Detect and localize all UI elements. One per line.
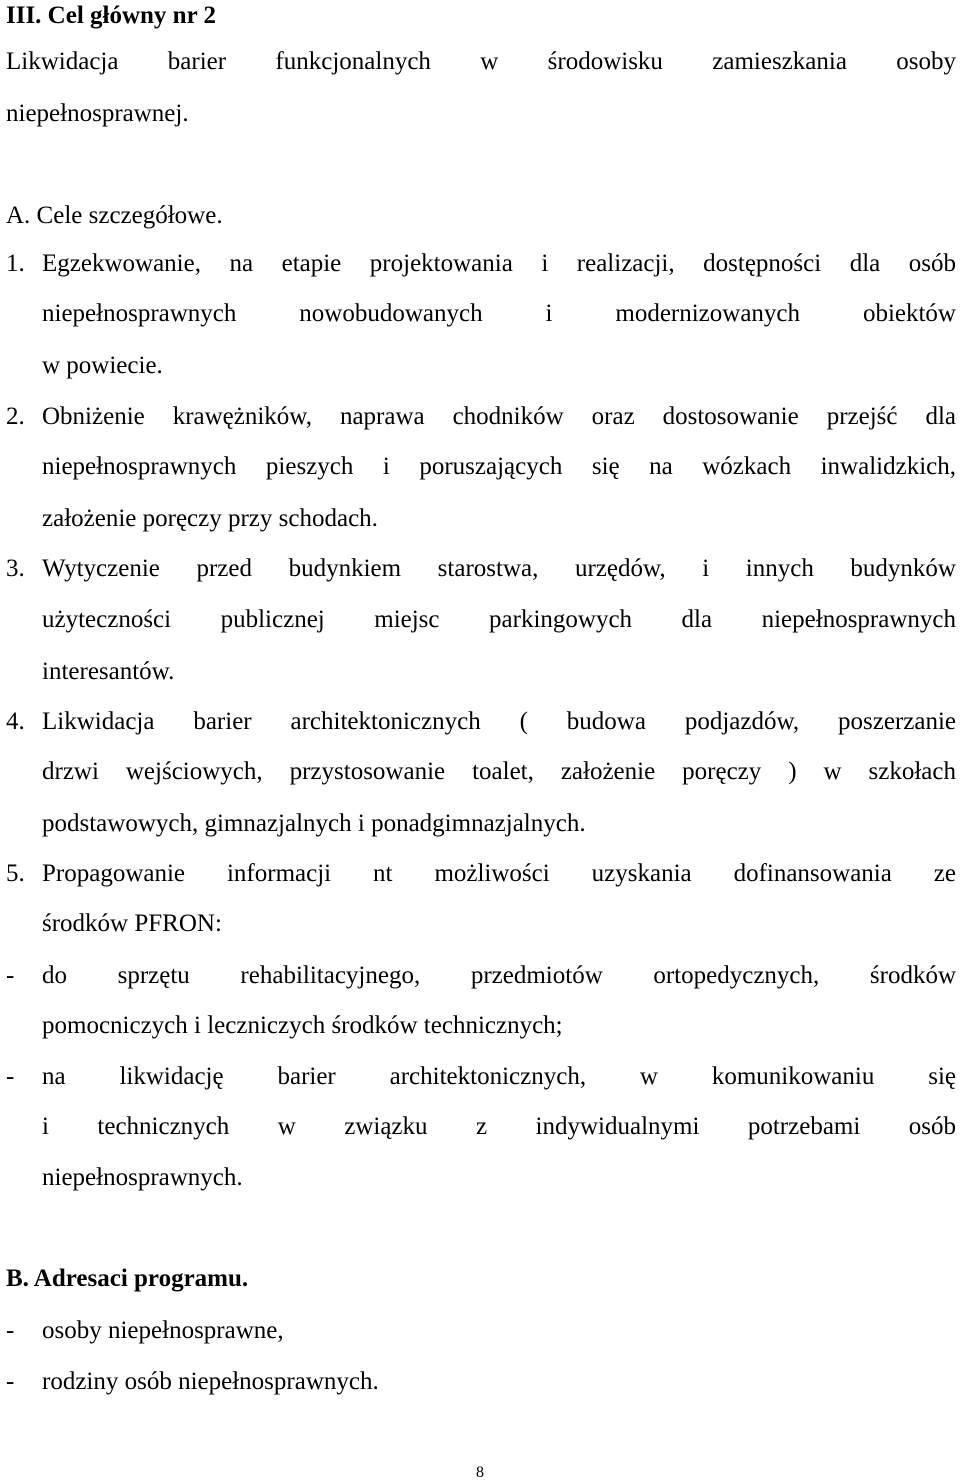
bullet-1-line-2: pomocniczych i leczniczych środków technicznych;	[42, 1012, 563, 1039]
item-2-line-1: Obniżenie krawężników, naprawa chodników oraz dostosowanie przejść dla	[42, 403, 956, 430]
bullet-2-line-2: i technicznych w związku z indywidualnymi potrzebami osób	[42, 1113, 956, 1140]
item-2-line-2: niepełnosprawnych pieszych i poruszających się na wózkach inwalidzkich,	[42, 453, 956, 480]
item-2-line-3: założenie poręczy przy schodach.	[42, 505, 378, 532]
list-number-3: 3.	[6, 555, 25, 582]
list-number-5: 5.	[6, 860, 25, 887]
item-3-line-2: użyteczności publicznej miejsc parkingowych dla niepełnosprawnych	[42, 606, 956, 633]
bullet-dash-2: -	[6, 1063, 15, 1090]
item-1-line-2: niepełnosprawnych nowobudowanych i modernizowanych obiektów	[42, 300, 956, 327]
main-goal-line-2: niepełnosprawnej.	[6, 100, 189, 127]
item-3-line-3: interesantów.	[42, 658, 175, 685]
part-b-heading: B. Adresaci programu.	[6, 1265, 249, 1292]
bullet-dash-b2: -	[6, 1368, 15, 1395]
item-4-line-3: podstawowych, gimnazjalnych i ponadgimnazjalnych.	[42, 810, 586, 837]
bullet-2-line-3: niepełnosprawnych.	[42, 1164, 243, 1191]
recipient-item-2: rodziny osób niepełnosprawnych.	[42, 1368, 379, 1395]
list-number-4: 4.	[6, 708, 25, 735]
item-5-line-1: Propagowanie informacji nt możliwości uzyskania dofinansowania ze	[42, 860, 956, 887]
part-a-heading: A. Cele szczegółowe.	[6, 202, 223, 229]
bullet-dash-1: -	[6, 962, 15, 989]
bullet-1-line-1: do sprzętu rehabilitacyjnego, przedmiotów ortopedycznych, środków	[42, 962, 956, 989]
main-goal-line-1: Likwidacja barier funkcjonalnych w środowisku zamieszkania osoby	[6, 48, 956, 75]
item-3-line-1: Wytyczenie przed budynkiem starostwa, urzędów, i innych budynków	[42, 555, 956, 582]
bullet-dash-b1: -	[6, 1317, 15, 1344]
item-4-line-2: drzwi wejściowych, przystosowanie toalet, założenie poręczy ) w szkołach	[42, 758, 956, 785]
section-heading: III. Cel główny nr 2	[6, 2, 216, 29]
item-5-line-2: środków PFRON:	[42, 910, 222, 937]
item-1-line-1: Egzekwowanie, na etapie projektowania i realizacji, dostępności dla osób	[42, 250, 956, 277]
page-number: 8	[476, 1464, 484, 1481]
list-number-2: 2.	[6, 403, 25, 430]
bullet-2-line-1: na likwidację barier architektonicznych, w komunikowaniu się	[42, 1063, 956, 1090]
recipient-item-1: osoby niepełnosprawne,	[42, 1317, 284, 1344]
item-4-line-1: Likwidacja barier architektonicznych ( budowa podjazdów, poszerzanie	[42, 708, 956, 735]
item-1-line-3: w powiecie.	[42, 352, 163, 379]
list-number-1: 1.	[6, 250, 25, 277]
